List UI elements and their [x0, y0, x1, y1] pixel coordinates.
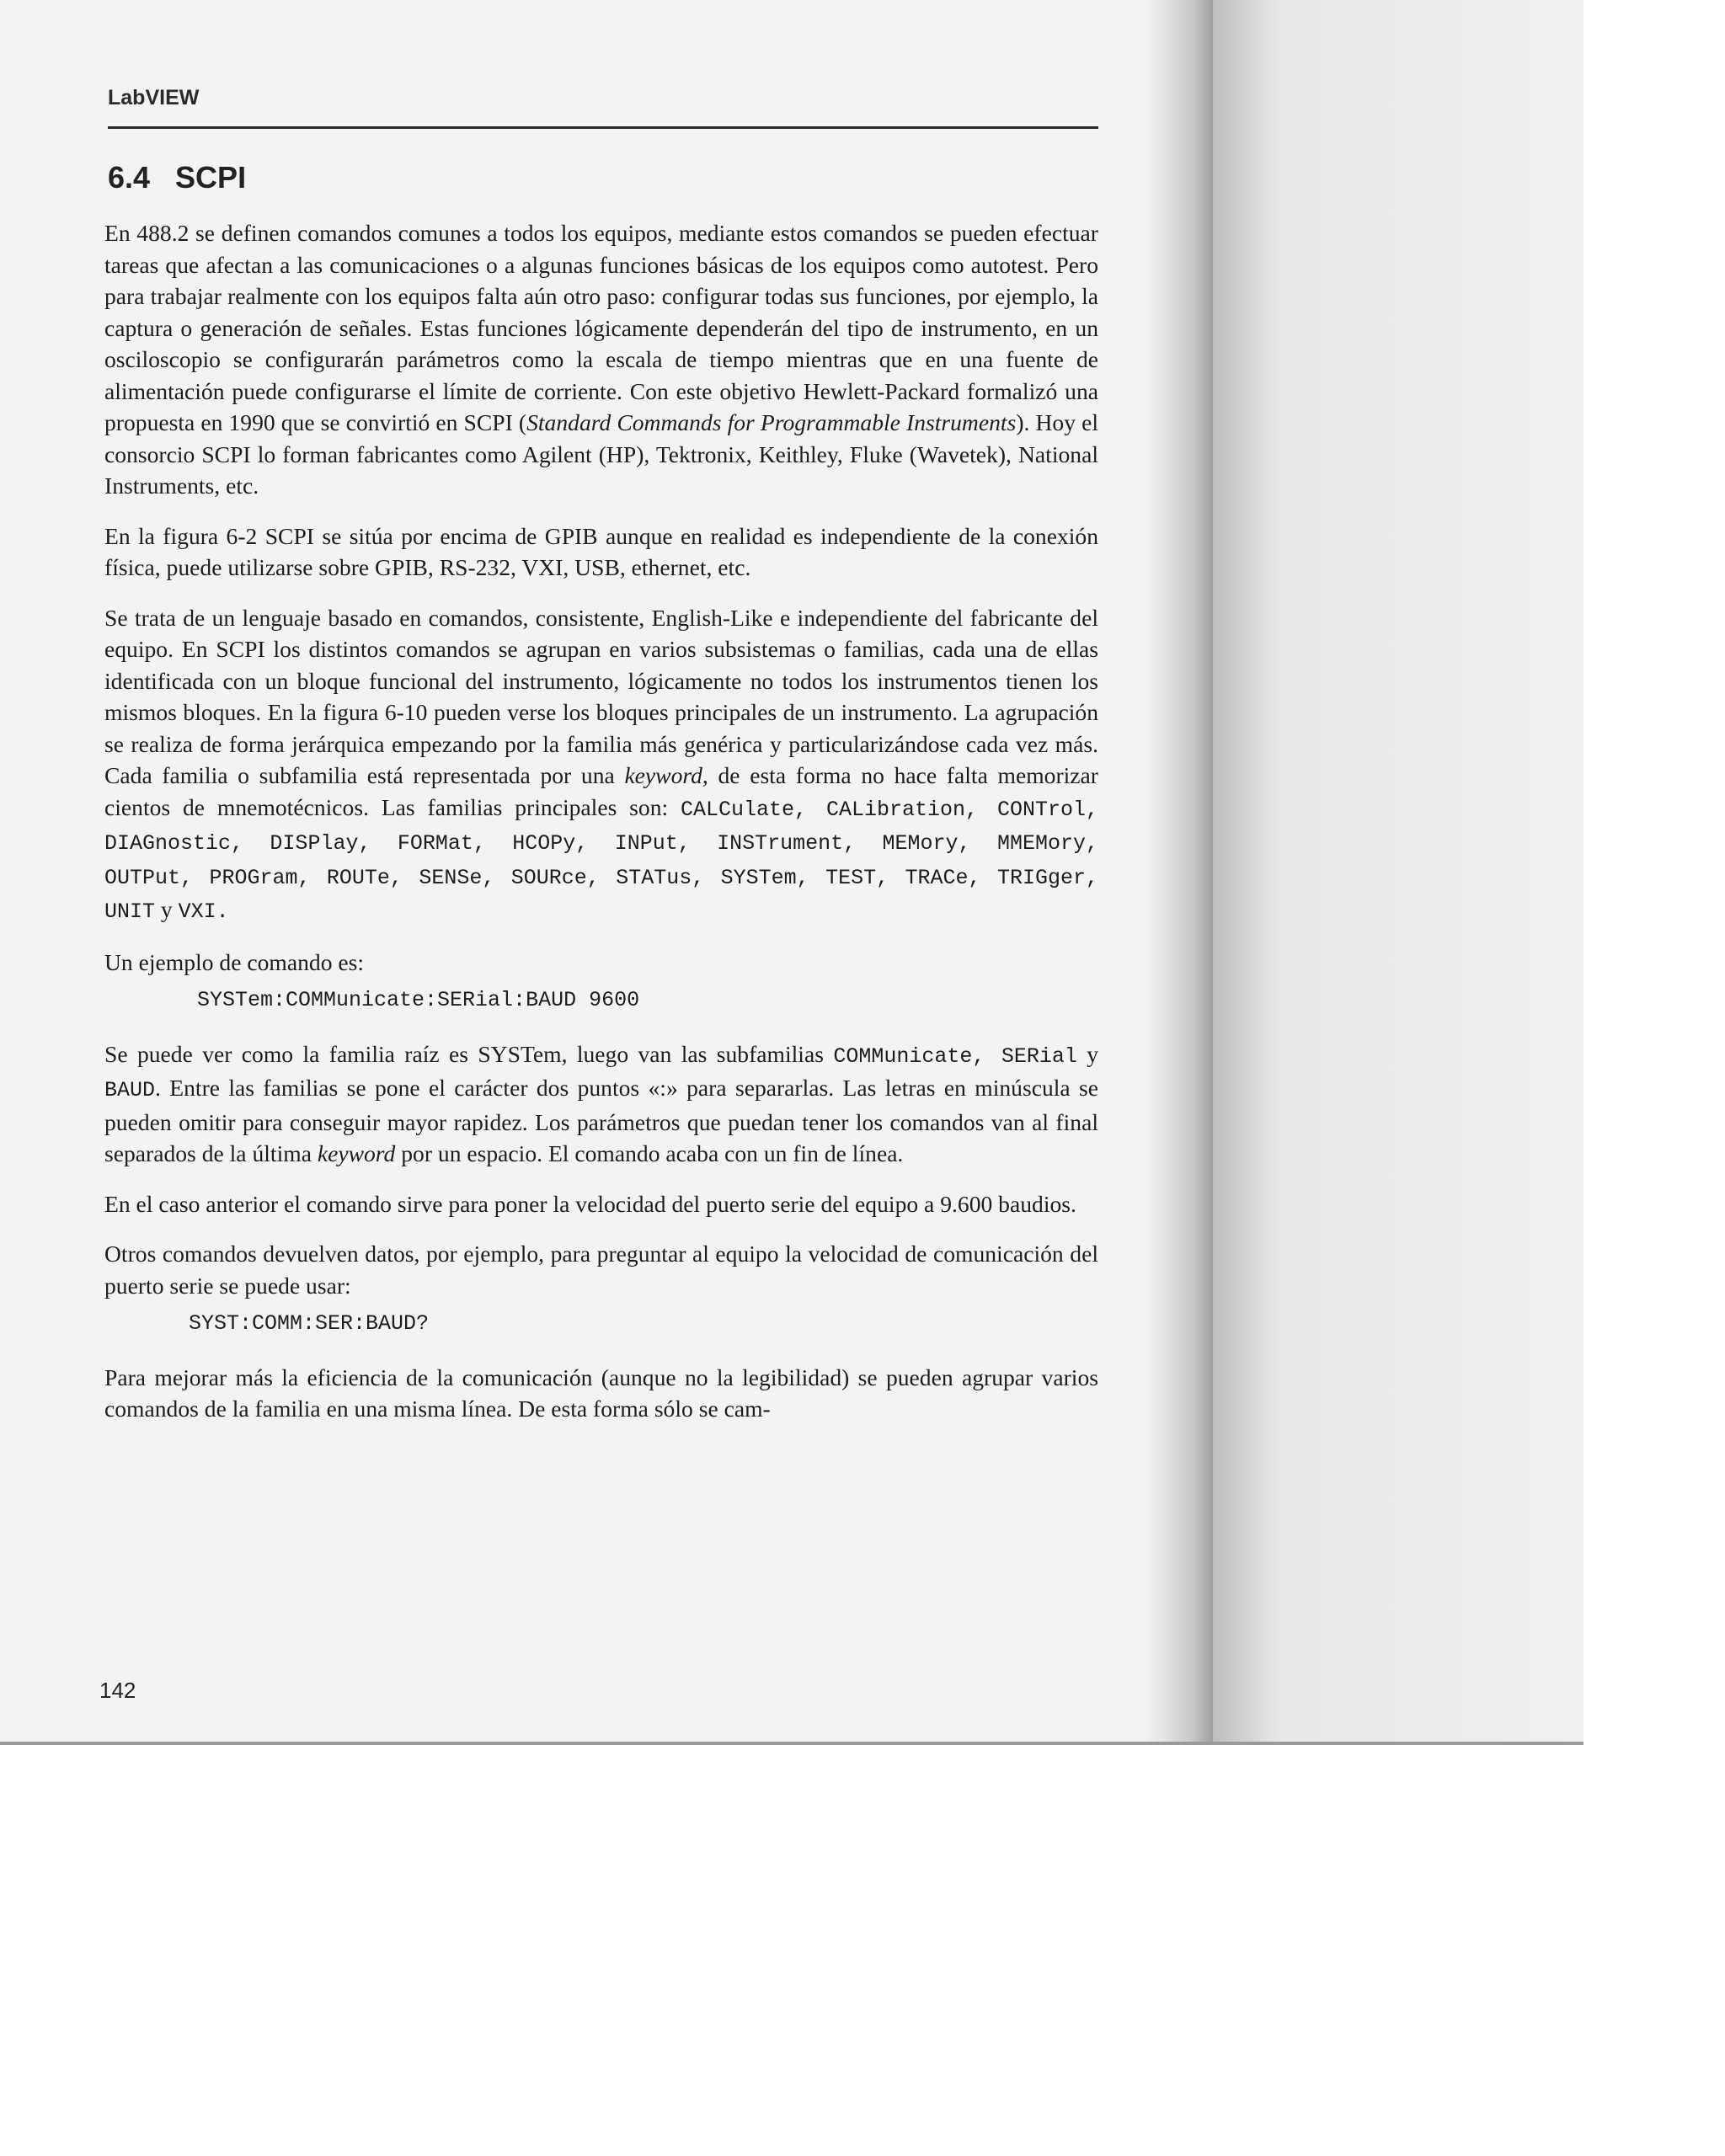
- page-bottom-edge: [0, 1742, 1583, 1745]
- section-title: SCPI: [175, 160, 247, 195]
- families-dot: .: [216, 899, 229, 924]
- paragraph-3: [104, 602, 1098, 928]
- paragraph-5-mono-1: COMMunicate, SERial: [833, 1043, 1077, 1069]
- running-header: [108, 84, 1098, 129]
- paragraph-5-text-b: . Entre las familias se pone el carácter dos puntos «:» para separarlas. Las letras en minúscula se pueden omitir para conseguir mayor rapidez. Los parámetros que puedan tener los comandos van al final separados de la última: [104, 1075, 1098, 1166]
- families-last: VXI: [178, 899, 216, 924]
- facing-page-edge: [1213, 0, 1583, 1745]
- paragraph-3-text-b: , de esta forma no hace falta memorizar cientos de mnemotécnicos. Las familias principales son:: [104, 762, 1098, 820]
- code-example-2: SYST:COMM:SER:BAUD?: [189, 1311, 430, 1336]
- paragraph-5-conj: y: [1076, 1040, 1099, 1067]
- paragraph-5: [104, 1038, 1098, 1170]
- paragraph-6: En el caso anterior el comando sirve para poner la velocidad del puerto serie del equipo a 9.600 baudios.: [104, 1190, 1076, 1217]
- paragraph-5-text-c: por un espacio. El comando acaba con un fin de línea.: [395, 1140, 904, 1166]
- paragraph-3-keyword: keyword: [624, 762, 702, 788]
- paragraph-3-text: Se trata de un lenguaje basado en comandos, consistente, English-Like e independiente del fabricante del equipo. En SCPI los distintos comandos se agrupan en varios subsistemas o familias, cada una de ellas identificada con un bloque funcional del instrumento, lógicamente no todos los instrumentos tienen los mismos bloques. En la figura 6-10 pueden verse los bloques principales de un instrumento. La agrupación se realiza de forma jerárquica empezando por la familia más genérica y particularizándose cada vez más. Cada familia o subfamilia está representada por una: [104, 604, 1098, 788]
- paragraph-7: Otros comandos devuelven datos, por ejemplo, para preguntar al equipo la velocidad de comunicación del puerto serie se puede usar:: [104, 1241, 1098, 1299]
- paragraph-1-text: En 488.2 se definen comandos comunes a todos los equipos, mediante estos comandos se pueden efectuar tareas que afectan a las comunicaciones o a algunas funciones básicas de los equipos como autotest. Pero para trabajar realmente con los equipos falta aún otro paso: configurar todas sus funciones, por ejemplo, la captura o generación de señales. Estas funciones lógicamente dependerán del tipo de instrumento, en un osciloscopio se configurarán parámetros como la escala de tiempo mientras que en una fuente de alimentación puede configurarse el límite de corriente. Con este objetivo Hewlett-Packard formalizó una propuesta en 1990 que se convirtió en SCPI (: [104, 220, 1098, 435]
- paragraph-5-keyword: keyword: [317, 1140, 396, 1166]
- paragraph-1: [104, 217, 1098, 502]
- section-heading: [108, 160, 246, 195]
- paragraph-5-text: Se puede ver como la familia raíz es SYSTem, luego van las subfamilias: [104, 1040, 834, 1067]
- families-list: CALCulate, CALibration, CONTrol, DIAGnostic, DISPlay, FORMat, HCOPy, INPut, INSTrument, MEMory, MMEMory, OUTPut, PROGram, ROUTe, SENSe, SOURce, STATus, SYSTem, TEST, TRACe, TRIGger, UNIT: [104, 797, 1098, 924]
- paragraph-3-conj: y: [155, 896, 179, 922]
- body-text: [104, 217, 1098, 1444]
- header-title: LabVIEW: [108, 86, 200, 109]
- page-number: 142: [99, 1678, 136, 1703]
- paragraph-1-end: ). Hoy el consorcio SCPI lo forman fabricantes como Agilent (HP), Tektronix, Keithley, Fluke (Wavetek), National Instruments, etc.: [104, 409, 1098, 499]
- spine-shadow: [1146, 0, 1213, 1745]
- paragraph-4: Un ejemplo de comando es:: [104, 948, 365, 975]
- section-number: 6.4: [108, 160, 151, 195]
- paragraph-8: Para mejorar más la eficiencia de la comunicación (aunque no la legibilidad) se pueden agrupar varios comandos de la familia en una misma línea. De esta forma sólo se cam-: [104, 1364, 1098, 1422]
- paragraph-5-mono-2: BAUD: [104, 1078, 156, 1102]
- code-example-1: SYSTem:COMMunicate:SERial:BAUD 9600: [197, 988, 640, 1012]
- paragraph-1-italic: Standard Commands for Programmable Instruments: [526, 409, 1017, 435]
- paragraph-2: En la figura 6-2 SCPI se sitúa por encima de GPIB aunque en realidad es independiente de la conexión física, puede utilizarse sobre GPIB, RS-232, VXI, USB, ethernet, etc.: [104, 522, 1098, 580]
